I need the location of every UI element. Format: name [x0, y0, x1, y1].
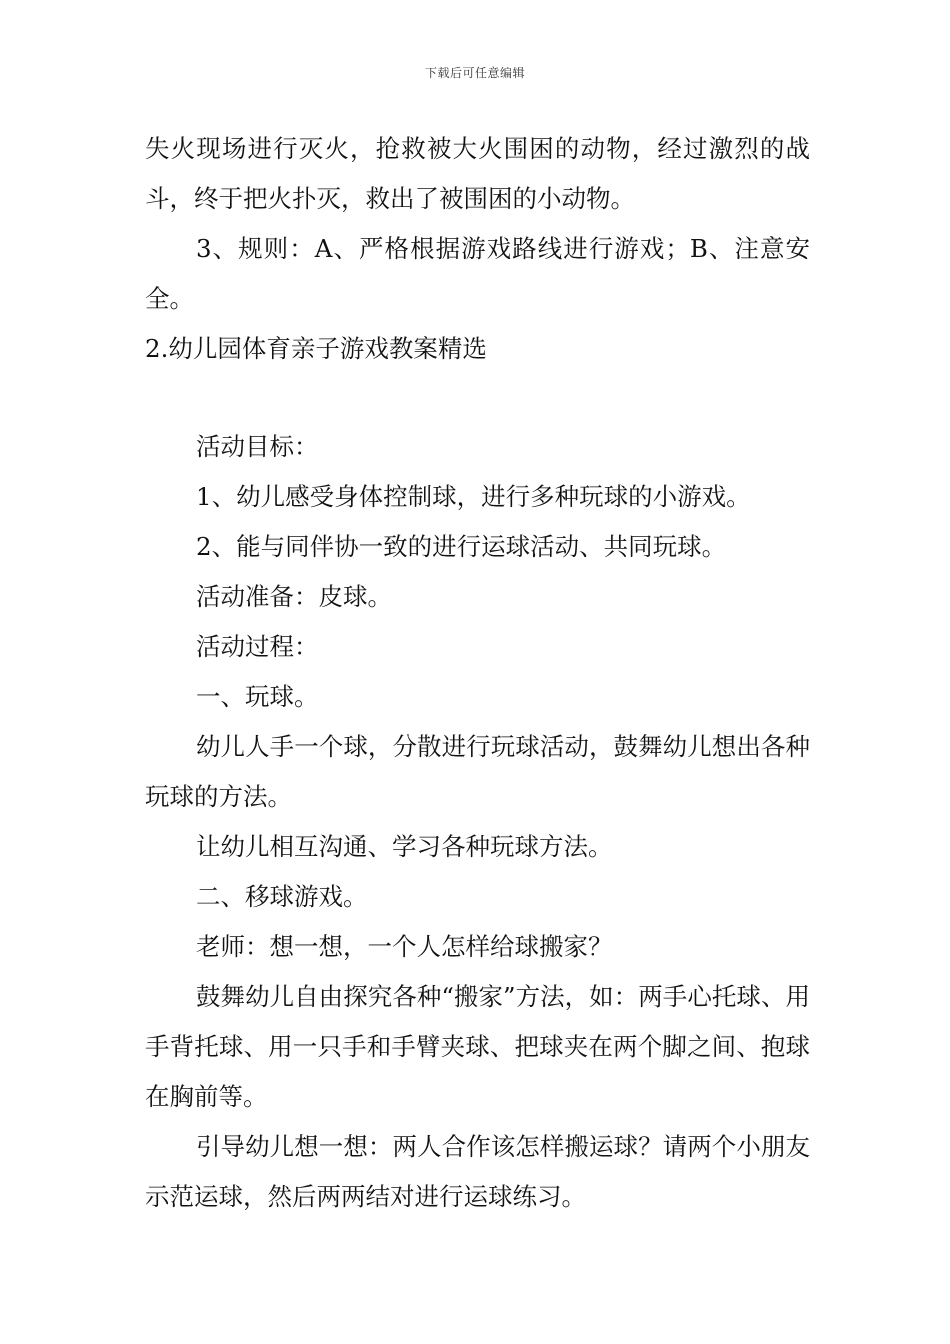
paragraph-step-1: 一、玩球。: [196, 682, 319, 711]
paragraph-activity-goals-heading: 活动目标：: [196, 432, 319, 461]
paragraph-step-1-share: 让幼儿相互沟通、学习各种玩球方法。: [196, 832, 613, 861]
paragraph-step-2: 二、移球游戏。: [196, 882, 368, 911]
paragraph-goal-2: 2、能与同伴协一致的进行运球活动、共同玩球。: [196, 532, 727, 561]
paragraph-pair-practice: 引导幼儿想一想：两人合作该怎样搬运球？请两个小朋友示范运球，然后两两结对进行运球练习。: [145, 1132, 810, 1211]
document-body: [145, 124, 810, 1222]
paragraph-teacher-question: 老师：想一想，一个人怎样给球搬家？: [196, 932, 613, 961]
paragraph-step-1-body: 幼儿人手一个球，分散进行玩球活动，鼓舞幼儿想出各种玩球的方法。: [145, 732, 810, 811]
paragraph-move-methods: 鼓舞幼儿自由探究各种“搬家”方法，如：两手心托球、用手背托球、用一只手和手臂夹球、把球夹在两个脚之间、抱球在胸前等。: [145, 982, 810, 1111]
paragraph-process-heading: 活动过程：: [196, 632, 319, 661]
page-header: 下载后可任意编辑: [424, 66, 525, 80]
paragraph-goal-1: 1、幼儿感受身体控制球，进行多种玩球的小游戏。: [196, 482, 751, 511]
paragraph-fire-rescue: 失火现场进行灭火，抢救被大火围困的动物，经过激烈的战斗，终于把火扑灭，救出了被围困的小动物。: [145, 134, 810, 213]
section-heading: 2.幼儿园体育亲子游戏教案精选: [145, 334, 487, 363]
paragraph-rules: 3、规则：A、严格根据游戏路线进行游戏；B、注意安全。: [145, 234, 810, 313]
blank-line: [145, 374, 810, 422]
paragraph-preparation: 活动准备：皮球。: [196, 582, 392, 611]
